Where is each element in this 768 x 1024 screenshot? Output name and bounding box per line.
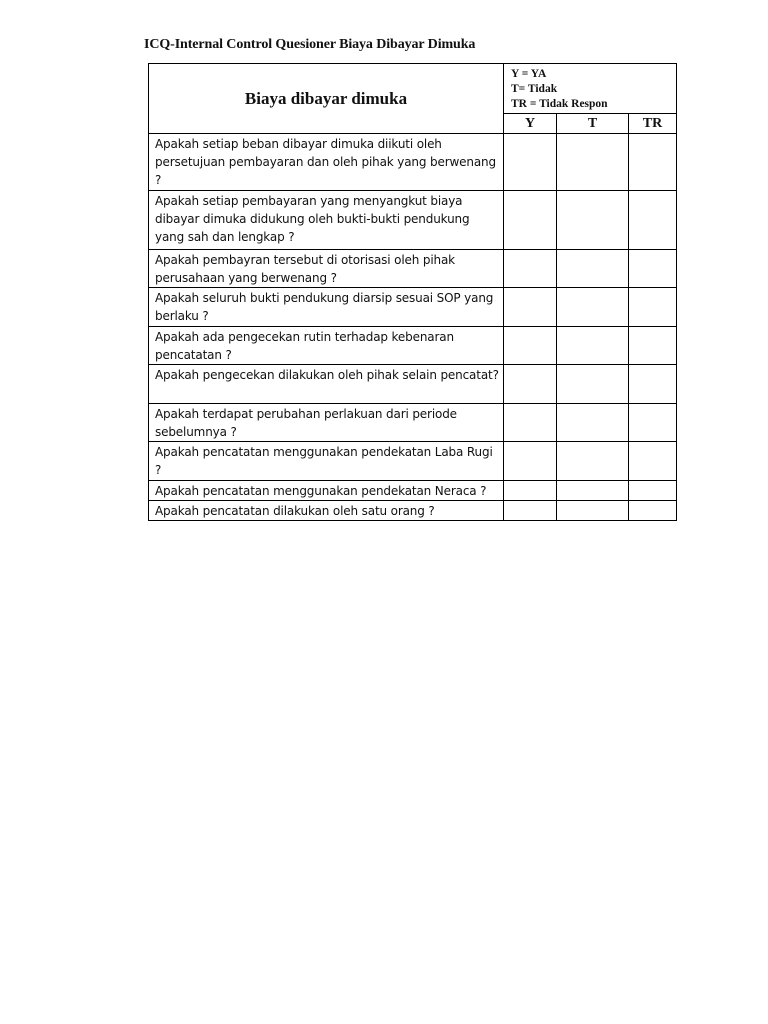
table-row xyxy=(149,365,677,404)
question-text: Apakah setiap pembayaran yang menyangkut biaya dibayar dimuka didukung oleh bukti-bukti pendukung yang sah dan lengkap ? xyxy=(149,191,504,250)
table-row xyxy=(149,501,677,521)
table-row xyxy=(149,442,677,481)
answer-y-cell[interactable] xyxy=(504,481,557,501)
answer-t-cell[interactable] xyxy=(557,250,629,288)
table-row xyxy=(149,191,677,250)
table-row xyxy=(149,250,677,288)
section-title: Biaya dibayar dimuka xyxy=(149,64,504,134)
answer-y-cell[interactable] xyxy=(504,365,557,404)
question-text: Apakah pencatatan menggunakan pendekatan Laba Rugi ? xyxy=(149,442,504,481)
answer-tr-cell[interactable] xyxy=(629,501,677,521)
answer-tr-cell[interactable] xyxy=(629,404,677,442)
column-header-y: Y xyxy=(504,114,557,134)
answer-y-cell[interactable] xyxy=(504,134,557,191)
answer-tr-cell[interactable] xyxy=(629,327,677,365)
questionnaire-table xyxy=(148,63,677,521)
table-row xyxy=(149,134,677,191)
answer-t-cell[interactable] xyxy=(557,191,629,250)
answer-y-cell[interactable] xyxy=(504,404,557,442)
answer-tr-cell[interactable] xyxy=(629,288,677,327)
answer-t-cell[interactable] xyxy=(557,365,629,404)
answer-t-cell[interactable] xyxy=(557,501,629,521)
question-text: Apakah pencatatan dilakukan oleh satu orang ? xyxy=(149,501,504,521)
table-row xyxy=(149,288,677,327)
answer-tr-cell[interactable] xyxy=(629,191,677,250)
answer-t-cell[interactable] xyxy=(557,288,629,327)
answer-t-cell[interactable] xyxy=(557,134,629,191)
answer-y-cell[interactable] xyxy=(504,288,557,327)
column-header-tr: TR xyxy=(629,114,677,134)
question-text: Apakah pengecekan dilakukan oleh pihak selain pencatat? xyxy=(149,365,504,404)
answer-y-cell[interactable] xyxy=(504,191,557,250)
question-text: Apakah pembayran tersebut di otorisasi oleh pihak perusahaan yang berwenang ? xyxy=(149,250,504,288)
answer-tr-cell[interactable] xyxy=(629,442,677,481)
answer-t-cell[interactable] xyxy=(557,481,629,501)
question-text: Apakah terdapat perubahan perlakuan dari periode sebelumnya ? xyxy=(149,404,504,442)
table-row xyxy=(149,404,677,442)
answer-tr-cell[interactable] xyxy=(629,134,677,191)
answer-tr-cell[interactable] xyxy=(629,365,677,404)
answer-legend xyxy=(504,64,677,114)
answer-tr-cell[interactable] xyxy=(629,481,677,501)
answer-tr-cell[interactable] xyxy=(629,250,677,288)
question-text: Apakah ada pengecekan rutin terhadap kebenaran pencatatan ? xyxy=(149,327,504,365)
answer-y-cell[interactable] xyxy=(504,501,557,521)
answer-t-cell[interactable] xyxy=(557,327,629,365)
table-header-row xyxy=(149,64,677,114)
legend-tidak: T= Tidak xyxy=(511,83,558,95)
answer-y-cell[interactable] xyxy=(504,250,557,288)
document-title: ICQ-Internal Control Quesioner Biaya Dibayar Dimuka xyxy=(144,37,476,52)
answer-t-cell[interactable] xyxy=(557,442,629,481)
answer-y-cell[interactable] xyxy=(504,327,557,365)
answer-t-cell[interactable] xyxy=(557,404,629,442)
question-text: Apakah setiap beban dibayar dimuka diikuti oleh persetujuan pembayaran dan oleh pihak yang berwenang ? xyxy=(149,134,504,191)
answer-y-cell[interactable] xyxy=(504,442,557,481)
question-text: Apakah pencatatan menggunakan pendekatan Neraca ? xyxy=(149,481,504,501)
column-header-t: T xyxy=(557,114,629,134)
question-text: Apakah seluruh bukti pendukung diarsip sesuai SOP yang berlaku ? xyxy=(149,288,504,327)
table-row xyxy=(149,481,677,501)
legend-tidak-respon: TR = Tidak Respon xyxy=(511,98,608,110)
legend-ya: Y = YA xyxy=(511,68,547,80)
table-row xyxy=(149,327,677,365)
